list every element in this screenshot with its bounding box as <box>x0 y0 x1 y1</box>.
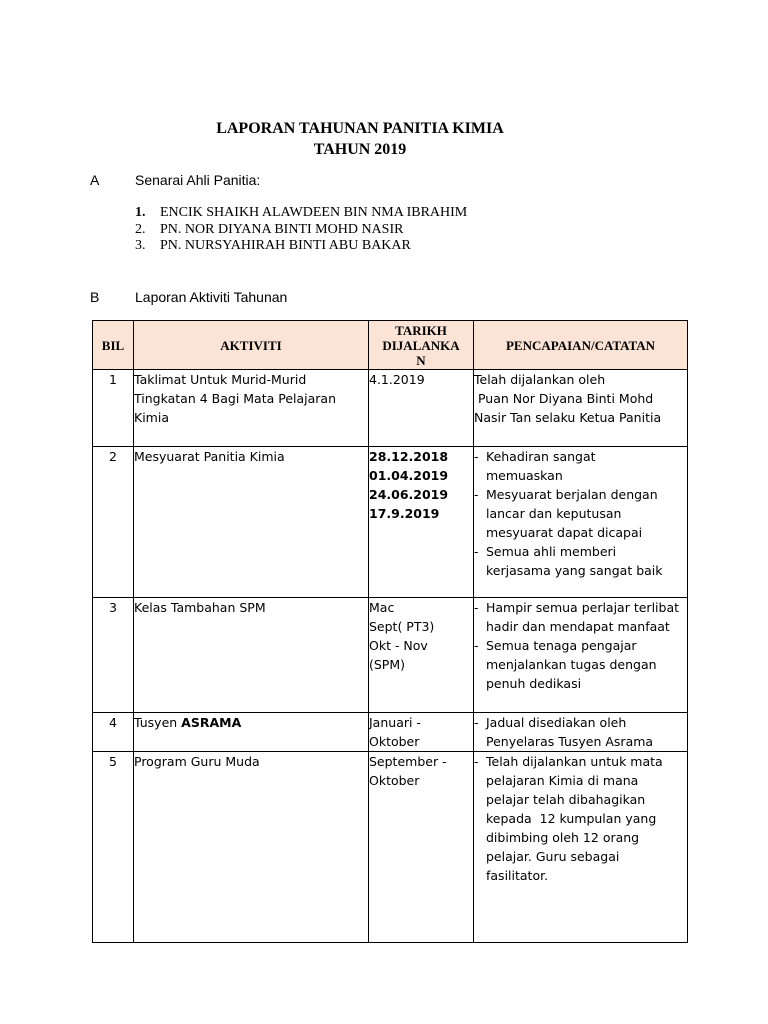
cell-bil: 4 <box>93 713 134 752</box>
cell-tarikh: Mac Sept( PT3) Okt - Nov (SPM) <box>369 598 474 713</box>
section-a-letter: A <box>90 172 100 188</box>
header-pencapaian: PENCAPAIAN/CATATAN <box>474 321 688 370</box>
cell-pencapaian <box>474 598 688 713</box>
member-number: 3. <box>135 238 146 253</box>
cell-aktiviti: Kelas Tambahan SPM <box>134 598 369 713</box>
table-row <box>93 370 688 447</box>
header-bil: BIL <box>93 321 134 370</box>
member-name: ENCIK SHAIKH ALAWDEEN BIN NMA IBRAHIM <box>160 205 468 220</box>
section-b-letter: B <box>90 289 100 305</box>
member-item <box>135 222 467 239</box>
report-title: LAPORAN TAHUNAN PANITIA KIMIA <box>216 120 504 137</box>
bullet-item: - Hampir semua perlajar terlibat hadir dan mendapat manfaat <box>474 598 687 636</box>
cell-bil: 3 <box>93 598 134 713</box>
cell-tarikh: 28.12.2018 01.04.2019 24.06.2019 17.9.2019 <box>369 447 474 598</box>
member-item <box>135 205 467 222</box>
header-tarikh: TARIKH DIJALANKA N <box>369 321 474 370</box>
table-row <box>93 447 688 598</box>
member-name: PN. NOR DIYANA BINTI MOHD NASIR <box>160 221 404 237</box>
cell-aktiviti: Mesyuarat Panitia Kimia <box>134 447 369 598</box>
section-b-heading: Laporan Aktiviti Tahunan <box>135 289 288 305</box>
bullet-item: - Telah dijalankan untuk mata pelajaran Kimia di mana pelajar telah dibahagikan kepada 12 kumpulan yang dibimbing oleh 12 orang pelajar. Guru sebagai fasilitator. <box>474 752 687 885</box>
bullet-item: - Semua tenaga pengajar menjalankan tugas dengan penuh dedikasi <box>474 636 687 693</box>
activity-table <box>92 320 688 943</box>
table-row <box>93 752 688 943</box>
report-year: TAHUN 2019 <box>313 141 407 158</box>
member-number: 2. <box>135 221 146 237</box>
cell-bil: 2 <box>93 447 134 598</box>
cell-pencapaian <box>474 752 688 943</box>
bullet-item: - Semua ahli memberi kerjasama yang sangat baik <box>474 542 687 580</box>
member-name: PN. NURSYAHIRAH BINTI ABU BAKAR <box>160 238 411 253</box>
cell-bil: 5 <box>93 752 134 943</box>
bullet-item: - Jadual disediakan oleh Penyelaras Tusyen Asrama <box>474 713 687 751</box>
cell-tarikh: Januari - Oktober <box>369 713 474 752</box>
cell-tarikh: September - Oktober <box>369 752 474 943</box>
section-a-heading: Senarai Ahli Panitia: <box>135 172 261 188</box>
cell-pencapaian <box>474 447 688 598</box>
member-item <box>135 238 467 255</box>
cell-pencapaian <box>474 713 688 752</box>
table-header-row <box>93 321 688 370</box>
cell-aktiviti: Tusyen ASRAMA <box>134 713 369 752</box>
bullet-item: - Mesyuarat berjalan dengan lancar dan keputusan mesyuarat dapat dicapai <box>474 485 687 542</box>
header-aktiviti: AKTIVITI <box>134 321 369 370</box>
table-row <box>93 713 688 752</box>
table-row <box>93 598 688 713</box>
cell-aktiviti: Taklimat Untuk Murid-Murid Tingkatan 4 Bagi Mata Pelajaran Kimia <box>134 370 369 447</box>
member-number: 1. <box>135 205 146 220</box>
cell-tarikh: 4.1.2019 <box>369 370 474 447</box>
cell-aktiviti: Program Guru Muda <box>134 752 369 943</box>
cell-pencapaian: Telah dijalankan oleh Puan Nor Diyana Binti Mohd Nasir Tan selaku Ketua Panitia <box>474 370 688 447</box>
bullet-item: - Kehadiran sangat memuaskan <box>474 447 687 485</box>
cell-bil: 1 <box>93 370 134 447</box>
member-list <box>135 205 467 255</box>
